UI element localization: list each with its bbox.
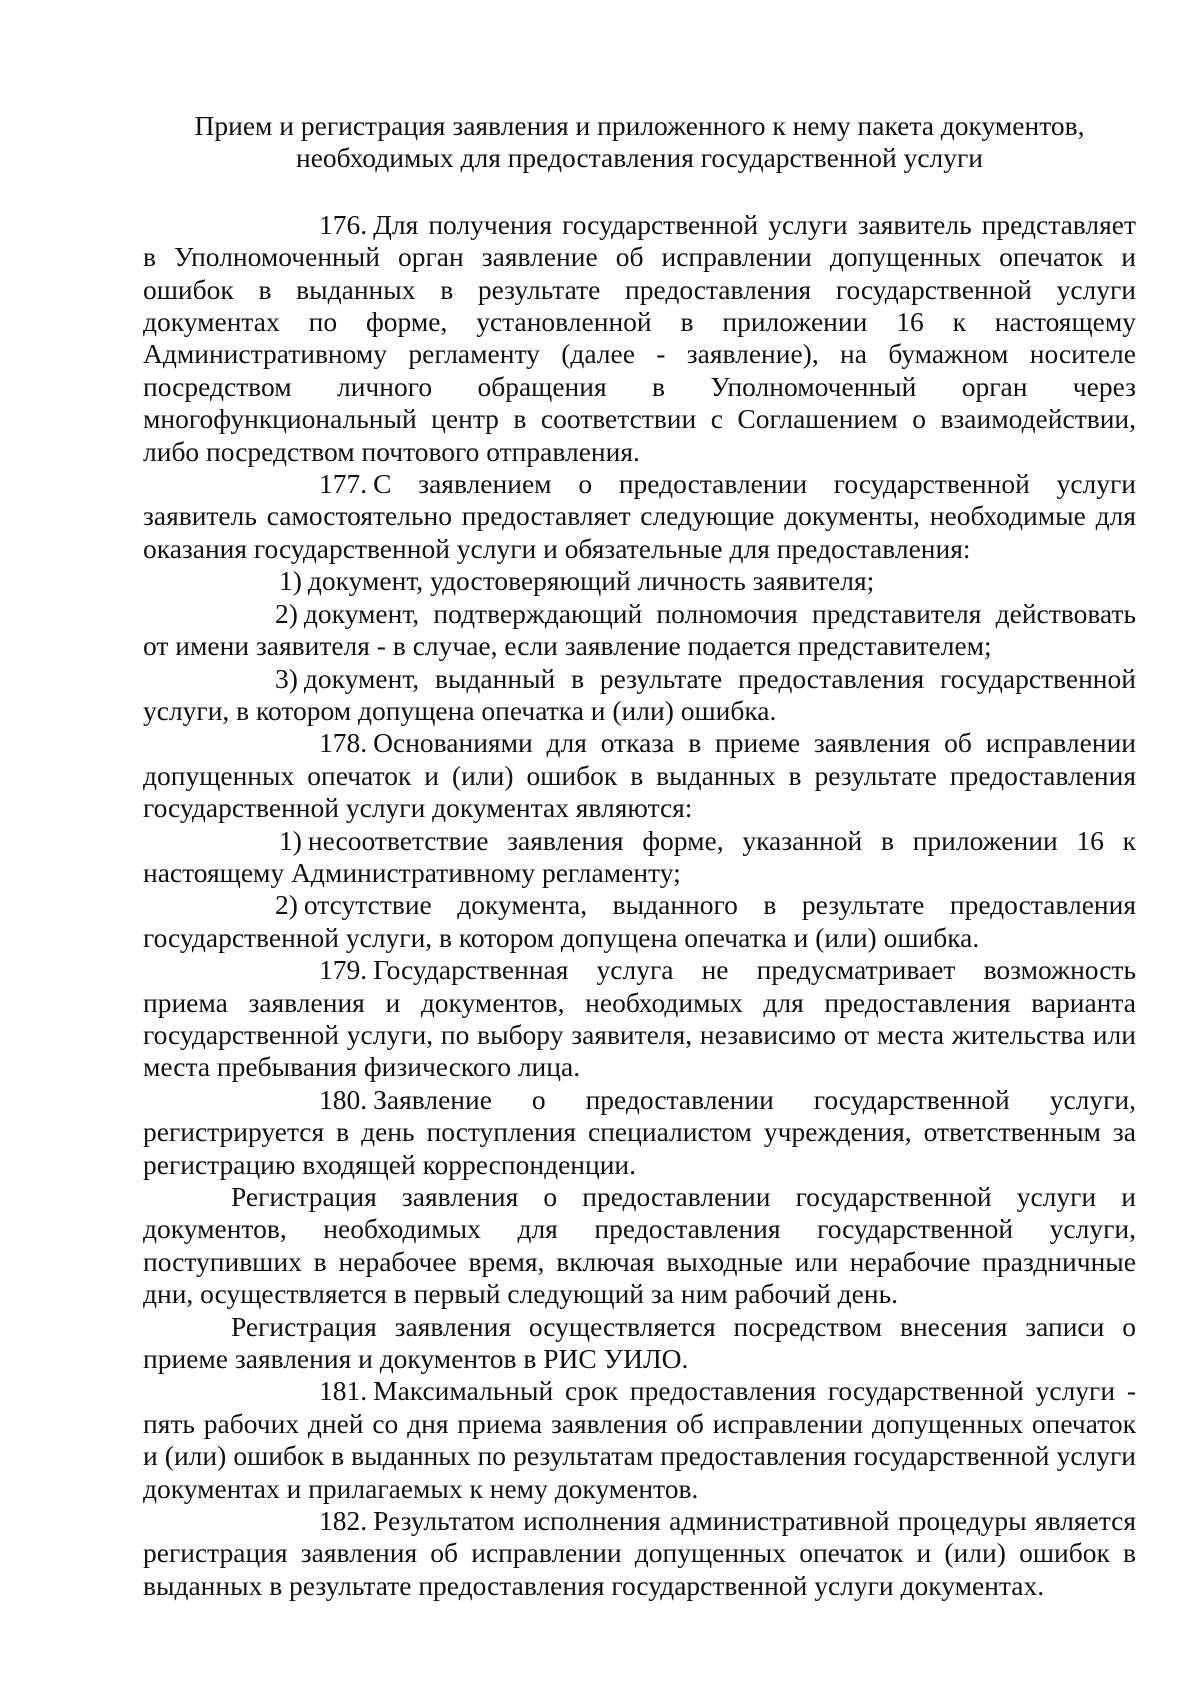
paragraph-number: 179. xyxy=(319,954,368,986)
paragraph-178 xyxy=(143,727,1136,824)
item-text: документ, удостоверяющий личность заявителя; xyxy=(307,565,875,597)
list-item-178-2 xyxy=(143,889,1136,954)
paragraph-180 xyxy=(143,1084,1136,1181)
list-item-177-3 xyxy=(143,663,1136,728)
item-text: документ, выданный в результате предоставления государственной услуги, в котором допущена опечатка и (или) ошибка. xyxy=(143,662,1136,726)
item-number: 2) xyxy=(275,889,298,921)
paragraph-text: Заявление о предоставлении государственной услуги, регистрируется в день поступления специалистом учреждения, ответственным за регистрацию входящей корреспонденции. xyxy=(143,1083,1136,1180)
title-line-2: необходимых для предоставления государственной услуги xyxy=(295,142,984,174)
paragraph-text: Максимальный срок предоставления государственной услуги - пять рабочих дней со дня приема заявления об исправлении допущенных опечаток и (или) ошибок в выданных по результатам предоставления государственной услуги документах и прилагаемых к нему документов. xyxy=(143,1375,1136,1504)
paragraph-number: 181. xyxy=(319,1375,368,1407)
paragraph-179 xyxy=(143,954,1136,1084)
list-item-177-2 xyxy=(143,598,1136,663)
paragraph-text: Регистрация заявления осуществляется посредством внесения записи о приеме заявления и документов в РИС УИЛО. xyxy=(143,1310,1136,1375)
list-item-178-1 xyxy=(143,825,1136,890)
title-line-1: Прием и регистрация заявления и приложенного к нему пакета документов, xyxy=(194,110,1085,141)
paragraph-number: 177. xyxy=(319,468,368,500)
item-text: документ, подтверждающий полномочия представителя действовать от имени заявителя - в случае, если заявление подается представителем; xyxy=(143,597,1136,662)
paragraph-text: Результатом исполнения административной процедуры является регистрация заявления об исправлении допущенных опечаток и (или) ошибок в выданных в результате предоставления государственной услуги документах. xyxy=(143,1505,1136,1601)
paragraph-text: Регистрация заявления о предоставлении государственной услуги и документов, необходимых для предоставления государственной услуги, поступивших в нерабочее время, включая выходные или нерабочие праздничные дни, осуществляется в первый следующий за ним рабочий день. xyxy=(143,1181,1136,1310)
item-text: несоответствие заявления форме, указанной в приложении 16 к настоящему Административному регламенту; xyxy=(143,824,1136,888)
paragraph-176 xyxy=(143,209,1136,468)
paragraph-number: 178. xyxy=(319,727,368,759)
paragraph-text: Основаниями для отказа в приеме заявления об исправлении допущенных опечаток и (или) ошибок в выданных в результате предоставления государственной услуги документах являются: xyxy=(143,727,1136,824)
item-number: 2) xyxy=(275,597,298,629)
paragraph-181 xyxy=(143,1375,1136,1505)
item-number: 3) xyxy=(275,662,298,694)
paragraph-180-registration xyxy=(143,1181,1136,1311)
paragraph-text: Государственная услуга не предусматривает возможность приема заявления и документов, необходимых для предоставления варианта государственной услуги, по выбору заявителя, независимо от места жительства или места пребывания физического лица. xyxy=(143,954,1136,1083)
paragraph-180-record xyxy=(143,1311,1136,1376)
paragraph-number: 180. xyxy=(319,1083,368,1115)
document-title xyxy=(143,110,1136,175)
paragraph-number: 182. xyxy=(319,1505,368,1537)
paragraph-text: С заявлением о предоставлении государственной услуги заявитель самостоятельно предоставляет следующие документы, необходимые для оказания государственной услуги и обязательные для предоставления: xyxy=(143,468,1136,564)
paragraph-182 xyxy=(143,1505,1136,1602)
paragraph-number: 176. xyxy=(319,208,368,240)
document-page xyxy=(143,110,1136,1602)
paragraph-177 xyxy=(143,468,1136,565)
item-number: 1) xyxy=(279,824,302,856)
item-text: отсутствие документа, выданного в результате предоставления государственной услуги, в котором допущена опечатка и (или) ошибка. xyxy=(143,889,1136,953)
list-item-177-1 xyxy=(143,565,1136,597)
paragraph-text: Для получения государственной услуги заявитель представляет в Уполномоченный орган заявление об исправлении допущенных опечаток и ошибок в выданных в результате предоставления государственной услуги документах по форме, установленной в приложении 16 к настоящему Административному регламенту (далее - заявление), на бумажном носителе посредством личного обращения в Уполномоченный орган через многофункциональный центр в соответствии с Соглашением о взаимодействии, либо посредством почтового отправления. xyxy=(143,208,1136,467)
item-number: 1) xyxy=(279,565,302,597)
